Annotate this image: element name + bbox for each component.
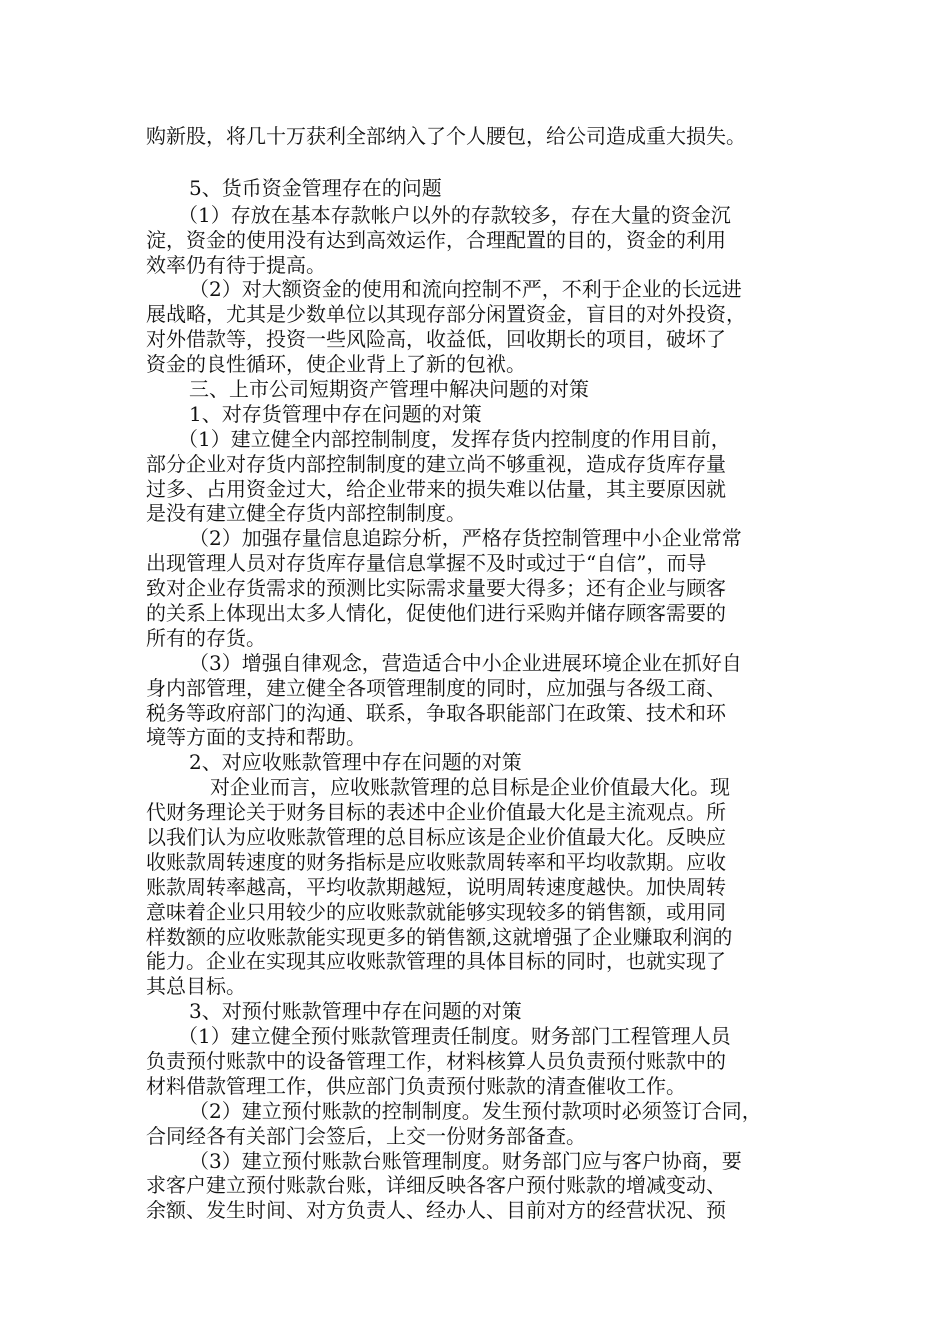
section-heading: 5、货币资金管理存在的问题 — [189, 176, 442, 200]
text-line: 负责预付账款中的设备管理工作，材料核算人员负责预付账款中的 — [146, 1049, 726, 1073]
text-line: 身内部管理，建立健全各项管理制度的同时，应加强与各级工商、 — [146, 676, 726, 700]
text-line: 账款周转率越高，平均收款期越短，说明周转速度越快。加快周转 — [146, 875, 726, 899]
text-line: 其总目标。 — [146, 974, 246, 998]
text-line: 是没有建立健全存货内部控制制度。 — [146, 501, 466, 525]
section-heading: 2、对应收账款管理中存在问题的对策 — [189, 750, 522, 774]
text-line: （3）增强自律观念，营造适合中小企业进展环境企业在抓好自 — [189, 651, 742, 675]
text-line: 税务等政府部门的沟通、联系，争取各职能部门在政策、技术和环 — [146, 701, 726, 725]
text-line: 致对企业存货需求的预测比实际需求量要大得多；还有企业与顾客 — [146, 576, 726, 600]
text-line: （1）建立健全预付账款管理责任制度。财务部门工程管理人员 — [178, 1024, 731, 1048]
text-line: 购新股，将几十万获利全部纳入了个人腰包，给公司造成重大损失。 — [146, 124, 746, 148]
text-line: 对外借款等，投资一些风险高，收益低，回收期长的项目，破坏了 — [146, 327, 726, 351]
section-heading: 1、对存货管理中存在问题的对策 — [189, 402, 482, 426]
text-line: （2）建立预付账款的控制制度。发生预付款项时必须签订合同， — [189, 1099, 762, 1123]
text-line: 意味着企业只用较少的应收账款就能够实现较多的销售额，或用同 — [146, 900, 726, 924]
text-line: （2）对大额资金的使用和流向控制不严，不利于企业的长远进 — [189, 277, 742, 301]
text-line: 资金的良性循环，使企业背上了新的包袱。 — [146, 352, 526, 376]
text-line: 效率仍有待于提高。 — [146, 253, 326, 277]
section-heading: 3、对预付账款管理中存在问题的对策 — [189, 999, 522, 1023]
text-line: 所有的存货。 — [146, 626, 266, 650]
text-line: 境等方面的支持和帮助。 — [146, 725, 366, 749]
text-line: 能力。企业在实现其应收账款管理的具体目标的同时，也就实现了 — [146, 949, 726, 973]
text-line: 部分企业对存货内部控制制度的建立尚不够重视，造成存货库存量 — [146, 452, 726, 476]
text-line: 合同经各有关部门会签后，上交一份财务部备查。 — [146, 1124, 586, 1148]
text-line: 对企业而言，应收账款管理的总目标是企业价值最大化。现 — [210, 775, 730, 799]
text-line: （1）存放在基本存款帐户以外的存款较多，存在大量的资金沉 — [178, 203, 731, 227]
text-line: （2）加强存量信息追踪分析，严格存货控制管理中小企业常常 — [189, 526, 742, 550]
text-line: 样数额的应收账款能实现更多的销售额,这就增强了企业赚取利润的 — [146, 925, 733, 949]
text-line: （1）建立健全内部控制制度，发挥存货内控制度的作用目前， — [178, 427, 731, 451]
text-line: 以我们认为应收账款管理的总目标应该是企业价值最大化。反映应 — [146, 825, 726, 849]
text-line: 求客户建立预付账款台账，详细反映各客户预付账款的增减变动、 — [146, 1173, 726, 1197]
text-line: 余额、发生时间、对方负责人、经办人、目前对方的经营状况、预 — [146, 1198, 726, 1222]
text-line: 代财务理论关于财务目标的表述中企业价值最大化是主流观点。所 — [146, 800, 726, 824]
text-line: 过多、占用资金过大，给企业带来的损失难以估量，其主要原因就 — [146, 477, 726, 501]
text-line: 的关系上体现出太多人情化，促使他们进行采购并储存顾客需要的 — [146, 601, 726, 625]
text-line: 收账款周转速度的财务指标是应收账款周转率和平均收款期。应收 — [146, 850, 726, 874]
text-line: 出现管理人员对存货库存量信息掌握不及时或过于“自信”，而导 — [146, 551, 707, 575]
text-line: （3）建立预付账款台账管理制度。财务部门应与客户协商，要 — [189, 1149, 742, 1173]
text-line: 材料借款管理工作，供应部门负责预付账款的清查催收工作。 — [146, 1074, 686, 1098]
text-line: 展战略，尤其是少数单位以其现存部分闲置资金，盲目的对外投资， — [146, 302, 746, 326]
section-heading: 三、上市公司短期资产管理中解决问题的对策 — [189, 377, 589, 401]
text-line: 淀，资金的使用没有达到高效运作，合理配置的目的，资金的利用 — [146, 228, 726, 252]
